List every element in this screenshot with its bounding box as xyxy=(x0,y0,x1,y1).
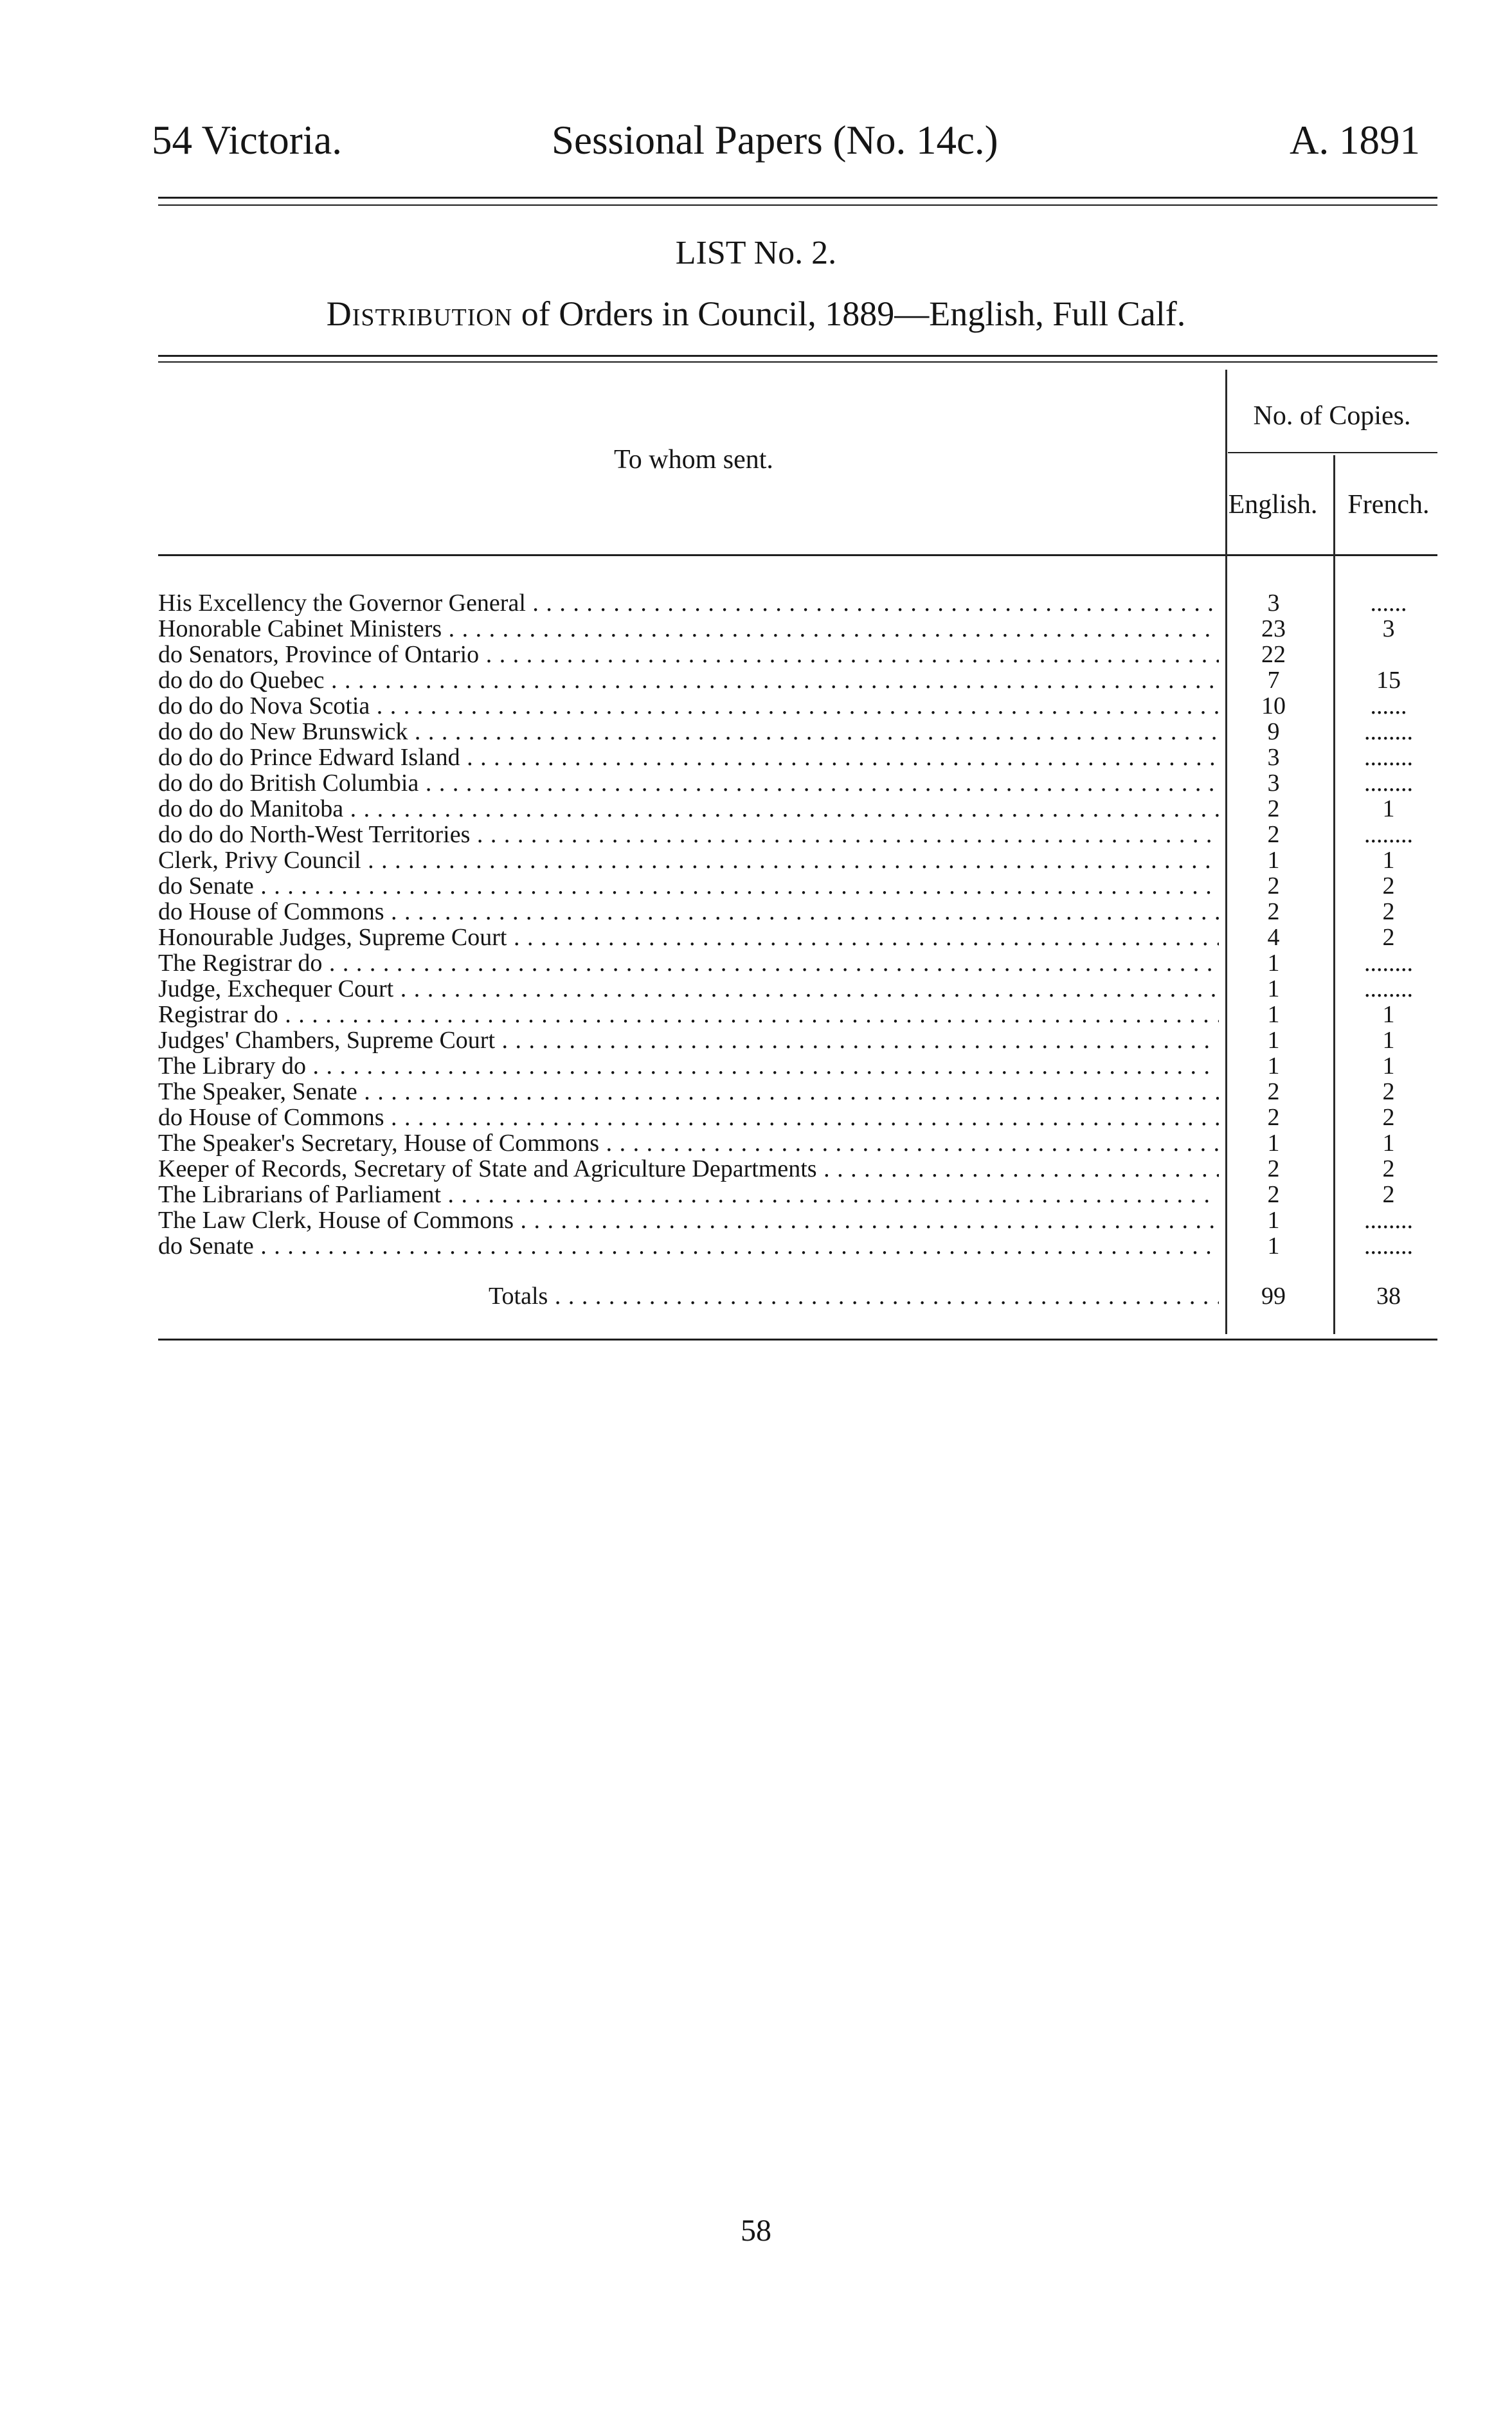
list-title: LIST No. 2. xyxy=(675,235,837,271)
row-french: 1 xyxy=(1382,1002,1395,1027)
row-english: 2 xyxy=(1267,1155,1280,1182)
distribution-word: Distribution xyxy=(326,294,513,333)
table-row xyxy=(0,719,1512,745)
row-label: do do do Manitoba . . . xyxy=(158,796,1219,822)
totals-label: Totals . . . xyxy=(489,1283,1219,1309)
row-french: 2 xyxy=(1382,1105,1395,1130)
row-label: Honorable Cabinet Ministers . . . xyxy=(158,616,1219,642)
col-english: English. xyxy=(1228,490,1318,519)
row-label: The Library do . . . xyxy=(158,1053,1219,1079)
row-english: 22 xyxy=(1261,641,1286,668)
row-english: 2 xyxy=(1267,898,1280,925)
table-row xyxy=(0,822,1512,847)
col-copies: No. of Copies. xyxy=(1253,401,1411,431)
table-row xyxy=(0,950,1512,976)
header-center: Sessional Papers (No. 14c.) xyxy=(552,118,998,163)
row-english: 3 xyxy=(1267,744,1280,771)
row-english: 2 xyxy=(1267,821,1280,848)
row-french: ........ xyxy=(1364,719,1413,745)
table-row xyxy=(0,1053,1512,1079)
row-label: do House of Commons . . . xyxy=(158,1105,1219,1130)
row-french: ........ xyxy=(1364,1207,1413,1233)
totals-french: 38 xyxy=(1376,1283,1401,1309)
row-label: do do do North-West Territories . . . xyxy=(158,822,1219,847)
table-row xyxy=(0,1079,1512,1105)
row-label: do Senators, Province of Ontario . . . xyxy=(158,642,1219,667)
row-french: 2 xyxy=(1382,925,1395,950)
row-english: 3 xyxy=(1267,590,1280,617)
table-rule-bottom xyxy=(158,1339,1437,1341)
totals-row xyxy=(0,1283,1512,1309)
table-row xyxy=(0,925,1512,950)
row-english: 2 xyxy=(1267,872,1280,899)
row-french: ...... xyxy=(1370,693,1407,719)
row-english: 2 xyxy=(1267,795,1280,822)
row-label: do do do British Columbia . . . xyxy=(158,770,1219,796)
table-rule-top xyxy=(158,355,1437,357)
table-row xyxy=(0,1130,1512,1156)
row-french: 1 xyxy=(1382,847,1395,873)
row-french: 2 xyxy=(1382,1182,1395,1207)
row-english: 7 xyxy=(1267,667,1280,694)
header-bottom-rule xyxy=(158,554,1437,556)
row-french: ........ xyxy=(1364,950,1413,976)
row-label: His Excellency the Governor General . . . xyxy=(158,590,1219,616)
row-french: ...... xyxy=(1370,590,1407,616)
table-row xyxy=(0,1233,1512,1259)
row-english: 1 xyxy=(1267,1207,1280,1234)
copies-subrule xyxy=(1228,452,1437,453)
row-label: Registrar do . . . xyxy=(158,1002,1219,1027)
row-english: 2 xyxy=(1267,1181,1280,1208)
row-label: do do do Prince Edward Island . . . xyxy=(158,745,1219,770)
row-french: 1 xyxy=(1382,1130,1395,1156)
table-row xyxy=(0,1182,1512,1207)
row-label: The Librarians of Parliament . . . xyxy=(158,1182,1219,1207)
row-english: 1 xyxy=(1267,847,1280,874)
table-row xyxy=(0,590,1512,616)
row-label: Honourable Judges, Supreme Court . . . xyxy=(158,925,1219,950)
col-french: French. xyxy=(1347,490,1430,519)
header-left: 54 Victoria. xyxy=(152,118,342,163)
distribution-rest: of Orders in Council, 1889—English, Full Calf. xyxy=(512,294,1186,333)
col-to-whom: To whom sent. xyxy=(614,445,773,474)
header-right: A. 1891 xyxy=(1290,118,1420,163)
table-row xyxy=(0,1027,1512,1053)
table-row xyxy=(0,642,1512,667)
table-row xyxy=(0,1156,1512,1182)
row-label: do do do Quebec . . . xyxy=(158,667,1219,693)
row-english: 10 xyxy=(1261,692,1286,719)
row-label: do Senate . . . xyxy=(158,873,1219,899)
row-english: 1 xyxy=(1267,1233,1280,1260)
row-label: Clerk, Privy Council . . . xyxy=(158,847,1219,873)
row-french: 15 xyxy=(1376,667,1401,693)
table-row xyxy=(0,796,1512,822)
table-row xyxy=(0,899,1512,925)
row-french: 2 xyxy=(1382,1156,1395,1182)
row-french: 1 xyxy=(1382,1053,1395,1079)
table-rule-top-2 xyxy=(158,361,1437,363)
row-french: 2 xyxy=(1382,899,1395,925)
table-row xyxy=(0,770,1512,796)
row-label: The Law Clerk, House of Commons . . . xyxy=(158,1207,1219,1233)
row-label: The Registrar do . . . xyxy=(158,950,1219,976)
row-french: 2 xyxy=(1382,873,1395,899)
row-english: 1 xyxy=(1267,975,1280,1002)
row-label: The Speaker, Senate . . . xyxy=(158,1079,1219,1105)
row-french: ........ xyxy=(1364,822,1413,847)
row-french: 2 xyxy=(1382,1079,1395,1105)
row-french: 3 xyxy=(1382,616,1395,642)
row-label: Judges' Chambers, Supreme Court . . . xyxy=(158,1027,1219,1053)
row-english: 1 xyxy=(1267,950,1280,977)
row-label: Keeper of Records, Secretary of State and Agriculture Departments . . . xyxy=(158,1156,1219,1182)
row-french: 1 xyxy=(1382,1027,1395,1053)
header-rule-top xyxy=(158,197,1437,199)
row-english: 23 xyxy=(1261,615,1286,642)
header-rule-bottom xyxy=(158,204,1437,206)
table-row xyxy=(0,616,1512,642)
distribution-title xyxy=(0,293,1512,335)
table-row xyxy=(0,847,1512,873)
row-english: 1 xyxy=(1267,1130,1280,1157)
row-french: ........ xyxy=(1364,976,1413,1002)
row-english: 2 xyxy=(1267,1078,1280,1105)
table-row xyxy=(0,873,1512,899)
row-label: The Speaker's Secretary, House of Commons . . . xyxy=(158,1130,1219,1156)
row-english: 1 xyxy=(1267,1001,1280,1028)
page-number: 58 xyxy=(741,2214,771,2248)
row-label: do do do New Brunswick . . . xyxy=(158,719,1219,745)
table-row xyxy=(0,1207,1512,1233)
table-row xyxy=(0,667,1512,693)
row-english: 3 xyxy=(1267,770,1280,797)
row-english: 4 xyxy=(1267,924,1280,951)
row-label: do Senate . . . xyxy=(158,1233,1219,1259)
row-french: ........ xyxy=(1364,745,1413,770)
table-row xyxy=(0,1105,1512,1130)
row-french: ........ xyxy=(1364,1233,1413,1259)
table-row xyxy=(0,745,1512,770)
row-english: 1 xyxy=(1267,1052,1280,1079)
row-label: Judge, Exchequer Court . . . xyxy=(158,976,1219,1002)
row-label: do House of Commons . . . xyxy=(158,899,1219,925)
table-row xyxy=(0,1002,1512,1027)
row-english: 2 xyxy=(1267,1104,1280,1131)
row-english: 1 xyxy=(1267,1027,1280,1054)
row-label: do do do Nova Scotia . . . xyxy=(158,693,1219,719)
table-row xyxy=(0,976,1512,1002)
row-english: 9 xyxy=(1267,718,1280,745)
row-french: ........ xyxy=(1364,770,1413,796)
table-row xyxy=(0,693,1512,719)
totals-english: 99 xyxy=(1261,1283,1286,1310)
row-french: 1 xyxy=(1382,796,1395,822)
